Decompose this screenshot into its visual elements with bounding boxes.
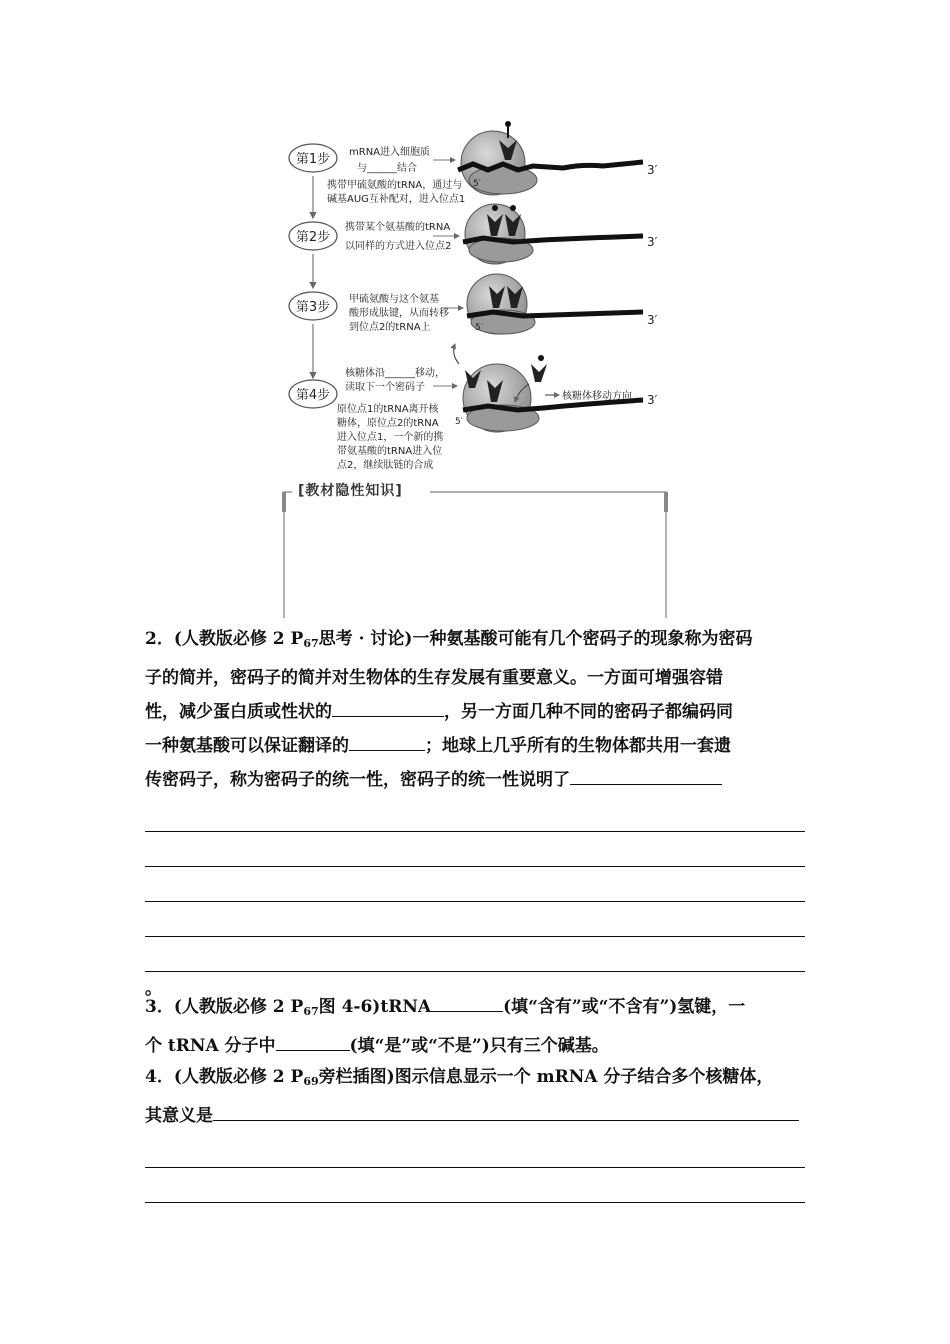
q3-blank-2[interactable] [276, 1030, 350, 1051]
svg-text:mRNA进入细胞质: mRNA进入细胞质 [349, 147, 431, 158]
svg-text:5′: 5′ [473, 179, 481, 189]
knowledge-box [282, 478, 668, 618]
direction-label: 核糖体移动方向 [562, 391, 632, 402]
q2-text-line: 一种氨基酸可能有几个密码子的现象称为密码 [412, 629, 753, 649]
q2-source: (人教版必修 2 P [173, 629, 304, 649]
svg-text:带氨基酸的tRNA进入位: 带氨基酸的tRNA进入位 [337, 446, 443, 457]
svg-text:点2，继续肽链的合成: 点2，继续肽链的合成 [337, 460, 434, 470]
step-3-label: 第3步 [295, 300, 331, 315]
svg-text:携带某个氨基酸的tRNA: 携带某个氨基酸的tRNA [345, 222, 451, 233]
step-2 [289, 204, 658, 264]
svg-text:与______结合: 与______结合 [357, 163, 417, 174]
q3-number: 3． [145, 997, 174, 1017]
svg-text:5′: 5′ [455, 417, 463, 427]
svg-text:核糖体沿______移动，: 核糖体沿______移动， [345, 368, 445, 379]
q4-blank-1[interactable] [213, 1100, 799, 1121]
svg-text:到位点2的tRNA上: 到位点2的tRNA上 [349, 322, 431, 333]
svg-text:5′: 5′ [475, 323, 483, 333]
answer-line[interactable] [145, 912, 805, 937]
answer-line[interactable] [145, 947, 805, 972]
q2-number: 2． [145, 629, 174, 649]
svg-text:进入位点1，一个新的携: 进入位点1，一个新的携 [337, 432, 444, 443]
step-1 [289, 121, 658, 205]
question-2: 2．(人教版必修 2 $P_{67}$思考 · 讨论)一种氨基酸可能有几个密码子的现象称为密码 子的简并，密码子的简并对生物体的生存发展有重要意义。一方面可增强容错 性，减少蛋白质或性状的 ，另一方面几种不同的密码子都编码同 一种氨基酸可以保证翻译的 ；地球上几乎所有的生物体都共用一套遗 传密码子，称为密码子的统一性，密码子的统一性说明了 。 [145, 622, 805, 1006]
step-4 [289, 344, 658, 470]
q4-source: (人教版必修 2 P [173, 1067, 304, 1087]
q3-blank-1[interactable] [431, 991, 503, 1012]
question-4: 4．(人教版必修 2 $P_{69}$旁栏插图)图示信息显示一个 mRNA 分子结合多个核糖体， 其意义是 [145, 1060, 805, 1203]
svg-text:酸形成肽键，从而转移: 酸形成肽键，从而转移 [349, 308, 449, 319]
step-3 [289, 274, 658, 334]
svg-text:原位点1的tRNA离开核: 原位点1的tRNA离开核 [337, 404, 439, 415]
q2-blank-1[interactable] [332, 696, 444, 717]
answer-line[interactable] [145, 1178, 805, 1203]
knowledge-box-title: [教材隐性知识] [296, 480, 405, 500]
q3-source: (人教版必修 2 P [173, 997, 304, 1017]
step-4-label: 第4步 [295, 388, 331, 403]
q2-text-line: 子的简并，密码子的简并对生物体的生存发展有重要意义。一方面可增强容错 [145, 668, 723, 688]
step-2-label: 第2步 [295, 230, 331, 245]
svg-text:以同样的方式进入位点2: 以同样的方式进入位点2 [345, 241, 452, 252]
q2-end-mark: 。 [145, 979, 162, 999]
svg-text:甲硫氨酸与这个氨基: 甲硫氨酸与这个氨基 [349, 294, 439, 305]
answer-line[interactable] [145, 842, 805, 867]
answer-line[interactable] [145, 807, 805, 832]
translation-steps-figure [283, 118, 673, 470]
svg-text:3′: 3′ [647, 235, 658, 249]
answer-line[interactable] [145, 1143, 805, 1168]
translation-diagram [283, 118, 673, 470]
svg-text:3′: 3′ [647, 393, 658, 407]
question-3: 3．(人教版必修 2 $P_{67}$图 4-6)tRNA (填“含有”或“不含有”)氢键，一 个 tRNA 分子中 (填“是”或“不是”)只有三个碱基。 [145, 990, 805, 1063]
q2-blank-3[interactable] [570, 764, 722, 785]
answer-line[interactable] [145, 877, 805, 902]
svg-text:携带甲硫氨酸的tRNA，通过与: 携带甲硫氨酸的tRNA，通过与 [327, 180, 463, 191]
svg-text:3′: 3′ [647, 163, 658, 177]
svg-text:碱基AUG互补配对，进入位点1: 碱基AUG互补配对，进入位点1 [327, 194, 466, 205]
q2-blank-2[interactable] [349, 730, 425, 751]
svg-text:糖体，原位点2的tRNA: 糖体，原位点2的tRNA [337, 418, 439, 429]
svg-text:读取下一个密码子: 读取下一个密码子 [345, 382, 425, 393]
q4-number: 4． [145, 1067, 174, 1087]
svg-text:3′: 3′ [647, 313, 658, 327]
step-1-label: 第1步 [295, 152, 331, 167]
